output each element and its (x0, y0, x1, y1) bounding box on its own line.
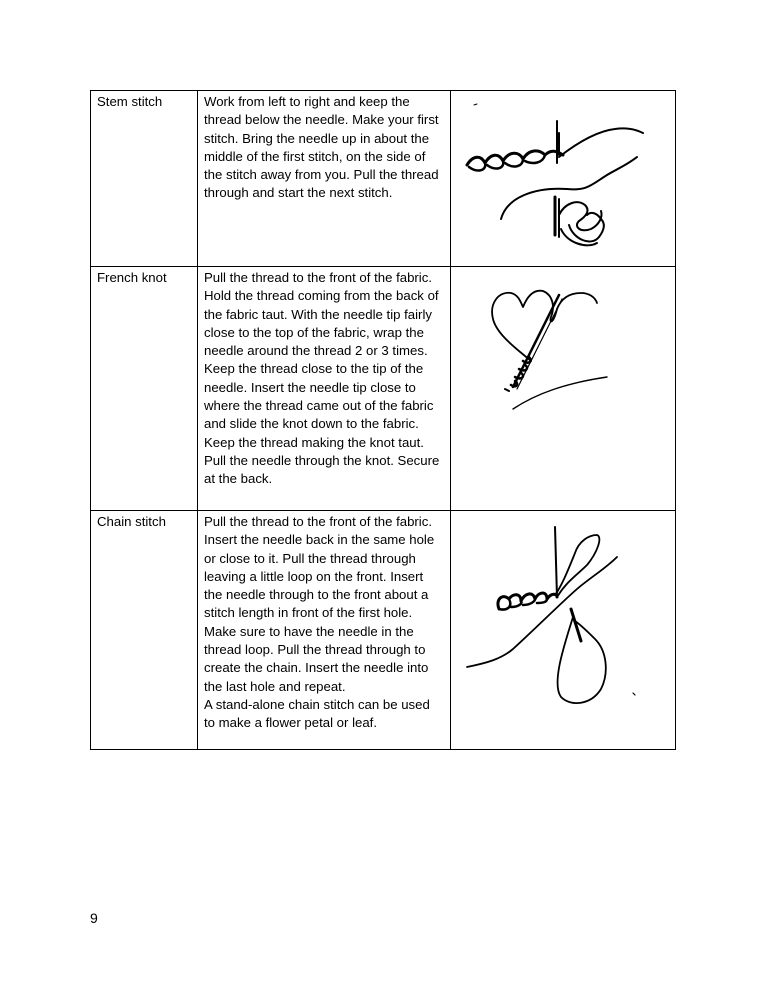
description-paragraph: Work from left to right and keep the thread below the needle. Make your first stitch. Bring the needle up in about the middle of the first stitch, on the side of the stitch away from you. Pull the thread through and start the next stitch. (204, 94, 439, 201)
stitch-table (90, 90, 676, 750)
french-knot-illustration (457, 269, 682, 508)
chain-stitch-illustration (457, 513, 682, 747)
stitch-name: Chain stitch (91, 511, 198, 750)
stitch-name: French knot (91, 267, 198, 511)
stitch-description (198, 91, 451, 267)
page-number: 9 (90, 910, 98, 926)
stitch-name: Stem stitch (91, 91, 198, 267)
description-paragraph: A stand-alone chain stitch can be used to make a flower petal or leaf. (204, 696, 430, 731)
table-row-stem-stitch (91, 91, 676, 267)
table-row-french-knot (91, 267, 676, 511)
description-paragraph: Pull the thread to the front of the fabric. Hold the thread coming from the back of the fabric taut. With the needle tip fairly close to the top of the fabric, wrap the needle around the thread 2 or 3 times. Keep the thread close to the tip of the needle. Insert the needle tip close to where the thread came out of the fabric and slide the knot down to the fabric. Keep the thread making the knot taut. Pull the needle through the knot. Secure at the back. (204, 270, 440, 487)
stem-stitch-illustration (457, 93, 682, 264)
stitch-description (198, 511, 451, 750)
stitch-illustration-cell (451, 91, 676, 267)
stitch-description (198, 267, 451, 511)
stitch-illustration-cell (451, 267, 676, 511)
table-row-chain-stitch (91, 511, 676, 750)
stitch-illustration-cell (451, 511, 676, 750)
description-paragraph: Pull the thread to the front of the fabric. Insert the needle back in the same hole or close to it. Pull the thread through leaving a little loop on the front. Insert the needle through to the front about a stitch length in front of the first hole. Make sure to have the needle in the thread loop. Pull the thread through to create the chain. Insert the needle into the last hole and repeat. (204, 514, 435, 694)
